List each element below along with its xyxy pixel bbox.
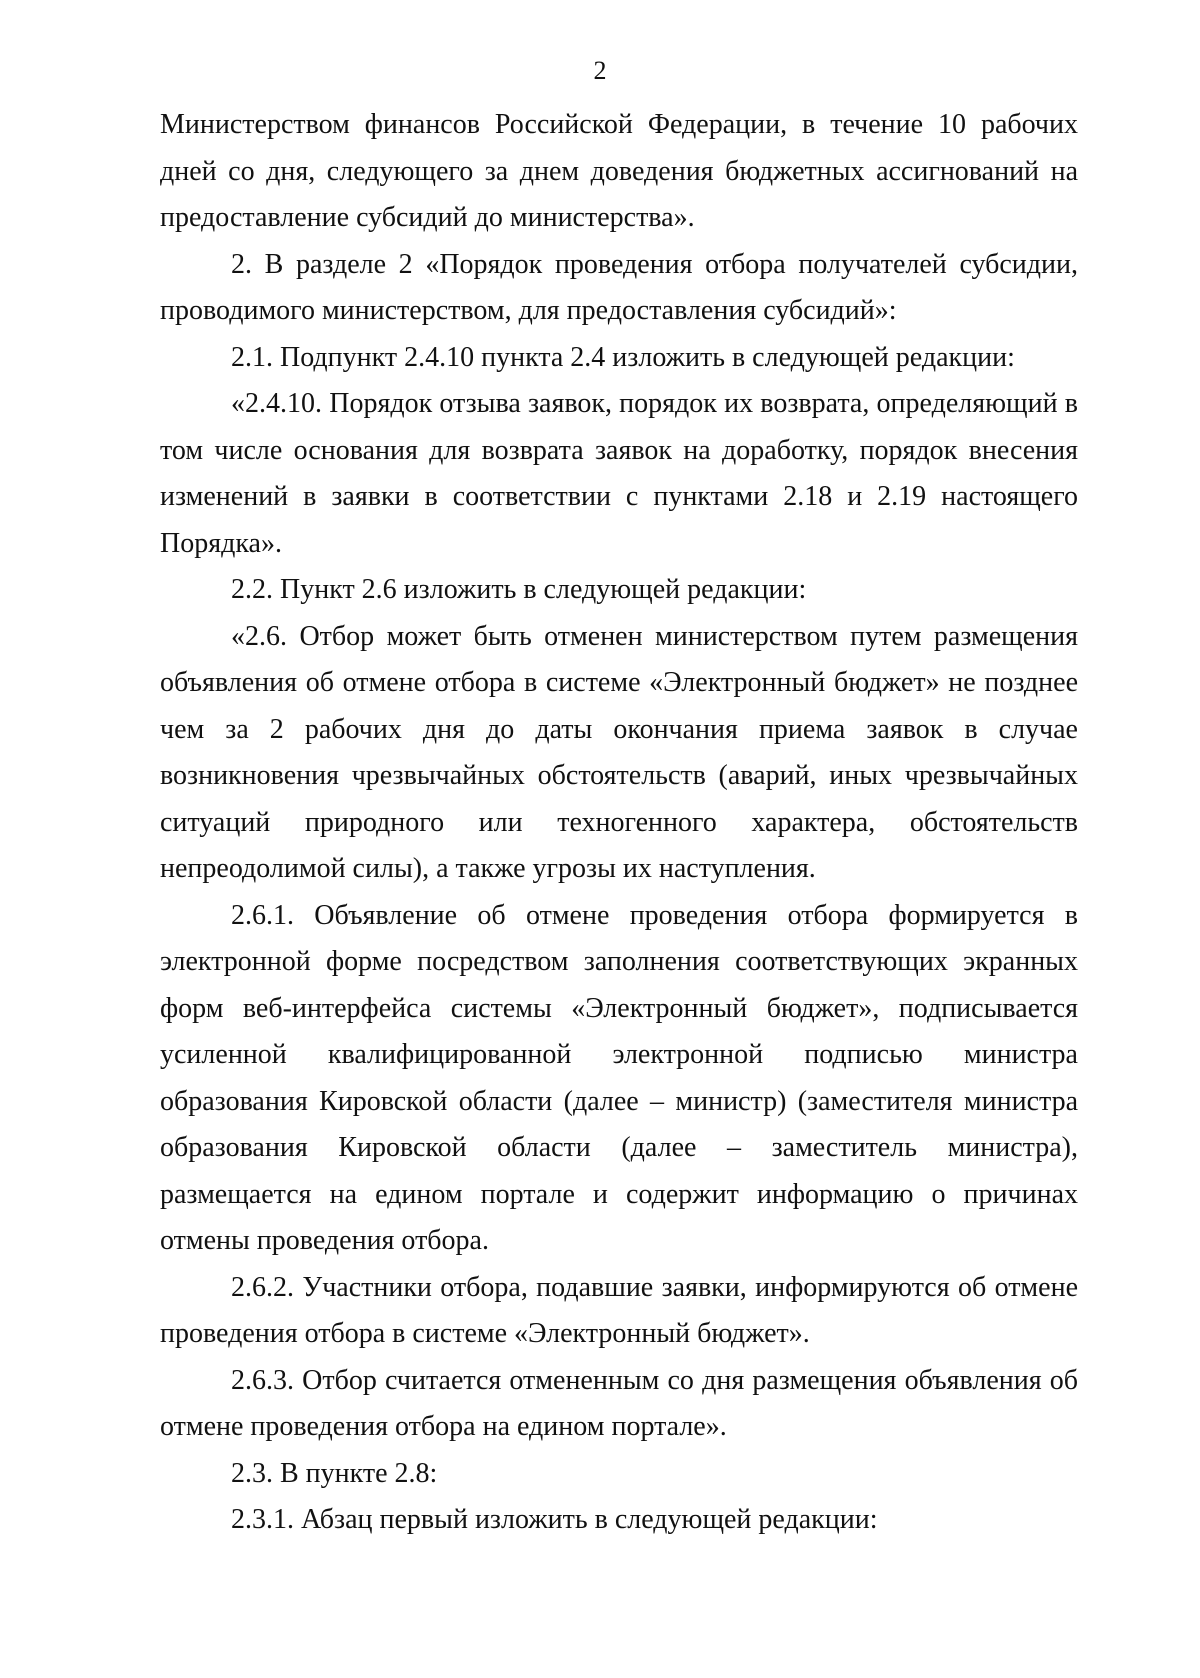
- paragraph-2-4-10: «2.4.10. Порядок отзыва заявок, порядок их возврата, определяющий в том числе основания для возврата заявок на доработку, порядок внесения изменений в заявки в соответствии с пунктами 2.18 и 2.19 настоящего Порядка».: [160, 388, 1078, 559]
- paragraph-2-6: «2.6. Отбор может быть отменен министерством путем размещения объявления об отмене отбора в системе «Электронный бюджет» не позднее чем за 2 рабочих дня до даты окончания приема заявок в случае возникновения чрезвычайных обстоятельств (аварий, иных чрезвычайных ситуаций природного или техногенного характера, обстоятельств непреодолимой силы), а также угрозы их наступления.: [160, 620, 1078, 884]
- paragraph-2-3-1: 2.3.1. Абзац первый изложить в следующей редакции:: [231, 1504, 878, 1535]
- document-body: [160, 102, 1078, 1544]
- paragraph-2-3: 2.3. В пункте 2.8:: [231, 1457, 438, 1489]
- paragraph-2-6-1: 2.6.1. Объявление об отмене проведения отбора формируется в электронной форме посредством заполнения соответствующих экранных форм веб-интерфейса системы «Электронный бюджет», подписывается усиленной квалифицированной электронной подписью министра образования Кировской области (далее – министр) (заместителя министра образования Кировской области (далее – заместитель министра), размещается на едином портале и содержит информацию о причинах отмены проведения отбора.: [160, 899, 1078, 1256]
- paragraph-2-6-3: 2.6.3. Отбор считается отмененным со дня размещения объявления об отмене проведения отбора на едином портале».: [160, 1364, 1078, 1442]
- paragraph-continuation: Министерством финансов Российской Федерации, в течение 10 рабочих дней со дня, следующего за днем доведения бюджетных ассигнований на предоставление субсидий до министерства».: [160, 109, 1078, 233]
- paragraph-2-1: 2.1. Подпункт 2.4.10 пункта 2.4 изложить в следующей редакции:: [231, 341, 1015, 373]
- paragraph-2-6-2: 2.6.2. Участники отбора, подавшие заявки, информируются об отмене проведения отбора в системе «Электронный бюджет».: [160, 1271, 1078, 1349]
- paragraph-section-2: 2. В разделе 2 «Порядок проведения отбора получателей субсидии, проводимого министерством, для предоставления субсидий»:: [160, 248, 1078, 326]
- page-number: 2: [593, 56, 607, 85]
- paragraph-2-2: 2.2. Пункт 2.6 изложить в следующей редакции:: [231, 574, 807, 605]
